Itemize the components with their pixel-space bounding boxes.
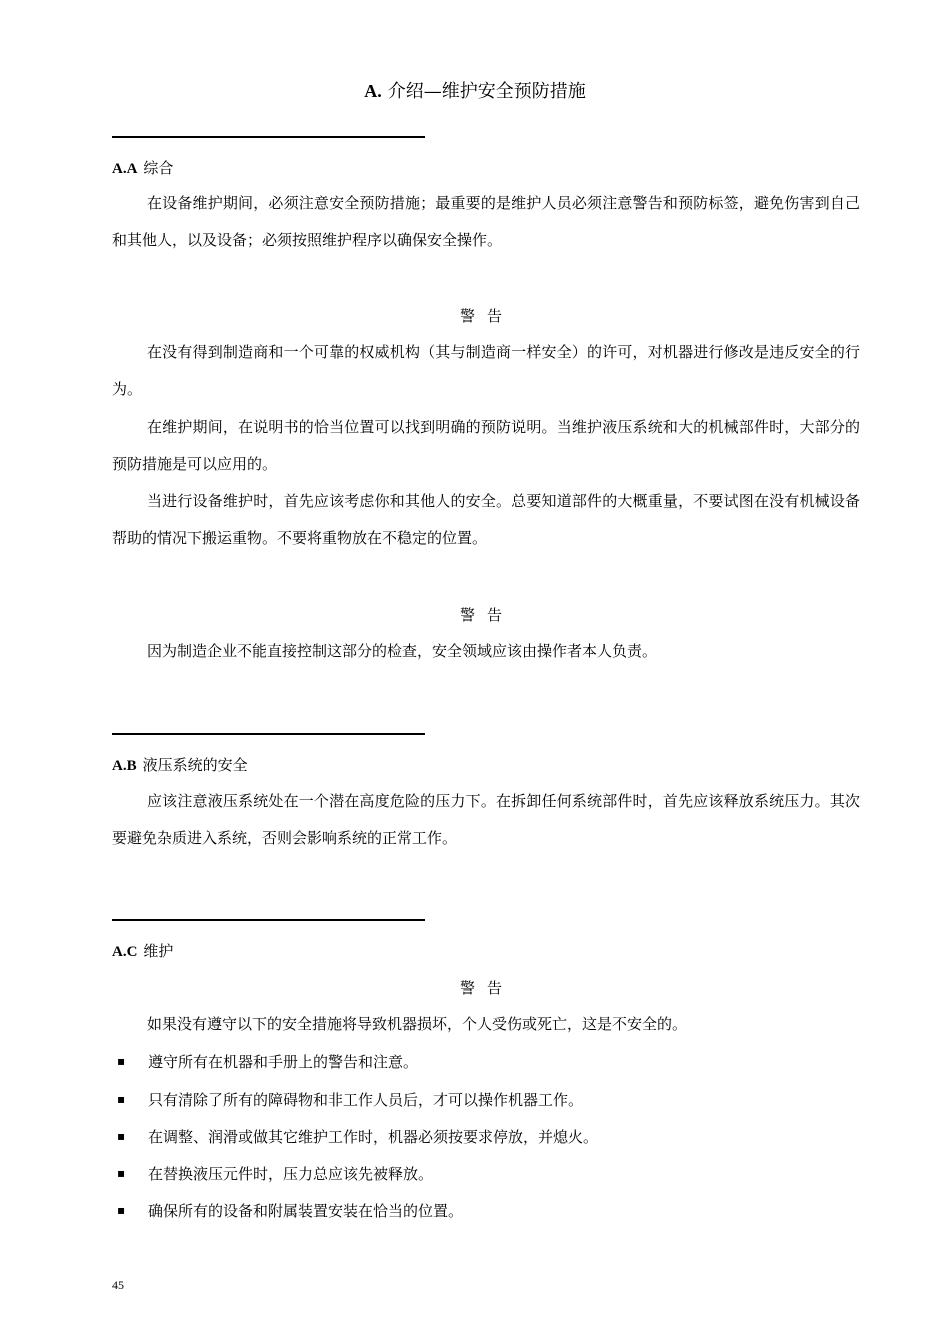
paragraph: 因为制造企业不能直接控制这部分的检查，安全领域应该由操作者本人负责。 bbox=[147, 642, 658, 660]
bullet-icon: ▪ bbox=[117, 1203, 126, 1217]
section-code: A.C bbox=[112, 944, 138, 960]
bullet-icon: ▪ bbox=[117, 1054, 126, 1068]
paragraph: 当进行设备维护时，首先应该考虑你和其他人的安全。总要知道部件的大概重量，不要试图在没有机械设备帮助的情况下搬运重物。不要将重物放在不稳定的位置。 bbox=[112, 492, 860, 547]
section-divider bbox=[112, 136, 425, 138]
warning-heading: 警告 bbox=[459, 979, 514, 997]
section-divider bbox=[112, 733, 425, 735]
section-label: 维护 bbox=[143, 942, 174, 960]
list-item bbox=[112, 1051, 418, 1074]
section-code: A.A bbox=[112, 161, 138, 177]
page-number: 45 bbox=[112, 1278, 124, 1292]
section-label: 液压系统的安全 bbox=[142, 756, 248, 774]
section-divider bbox=[112, 919, 425, 921]
section-heading-aa bbox=[112, 157, 173, 178]
section-code: A.B bbox=[112, 758, 137, 774]
paragraph: 在设备维护期间，必须注意安全预防措施；最重要的是维护人员必须注意警告和预防标签，避免伤害到自己和其他人，以及设备；必须按照维护程序以确保安全操作。 bbox=[112, 194, 860, 249]
list-item bbox=[112, 1163, 433, 1186]
list-item-text: 遵守所有在机器和手册上的警告和注意。 bbox=[148, 1053, 419, 1071]
list-item-text: 在替换液压元件时，压力总应该先被释放。 bbox=[148, 1165, 434, 1183]
list-item-text: 只有清除了所有的障碍物和非工作人员后，才可以操作机器工作。 bbox=[148, 1091, 584, 1109]
section-heading-ab bbox=[112, 754, 248, 775]
title-text: 介绍—维护安全预防措施 bbox=[387, 81, 586, 102]
paragraph: 如果没有遵守以下的安全措施将导致机器损坏，个人受伤或死亡，这是不安全的。 bbox=[147, 1015, 688, 1033]
list-item bbox=[112, 1126, 598, 1149]
bullet-icon: ▪ bbox=[117, 1129, 126, 1143]
paragraph: 在维护期间，在说明书的恰当位置可以找到明确的预防说明。当维护液压系统和大的机械部件时，大部分的预防措施是可以应用的。 bbox=[112, 418, 860, 473]
bullet-icon: ▪ bbox=[117, 1092, 126, 1106]
title-code: A. bbox=[364, 81, 382, 101]
warning-heading: 警告 bbox=[459, 606, 514, 624]
paragraph: 在没有得到制造商和一个可靠的权威机构（其与制造商一样安全）的许可，对机器进行修改是违反安全的行为。 bbox=[112, 343, 860, 398]
paragraph: 应该注意液压系统处在一个潜在高度危险的压力下。在拆卸任何系统部件时，首先应该释放系统压力。其次要避免杂质进入系统，否则会影响系统的正常工作。 bbox=[112, 792, 860, 847]
list-item bbox=[112, 1089, 583, 1112]
section-heading-ac bbox=[112, 940, 173, 961]
list-item-text: 在调整、润滑或做其它维护工作时，机器必须按要求停放，并熄火。 bbox=[148, 1128, 599, 1146]
list-item bbox=[112, 1200, 463, 1223]
section-label: 综合 bbox=[143, 159, 174, 177]
bullet-icon: ▪ bbox=[117, 1166, 126, 1180]
page-title bbox=[0, 77, 950, 103]
warning-heading: 警告 bbox=[459, 307, 514, 325]
list-item-text: 确保所有的设备和附属装置安装在恰当的位置。 bbox=[148, 1202, 464, 1220]
